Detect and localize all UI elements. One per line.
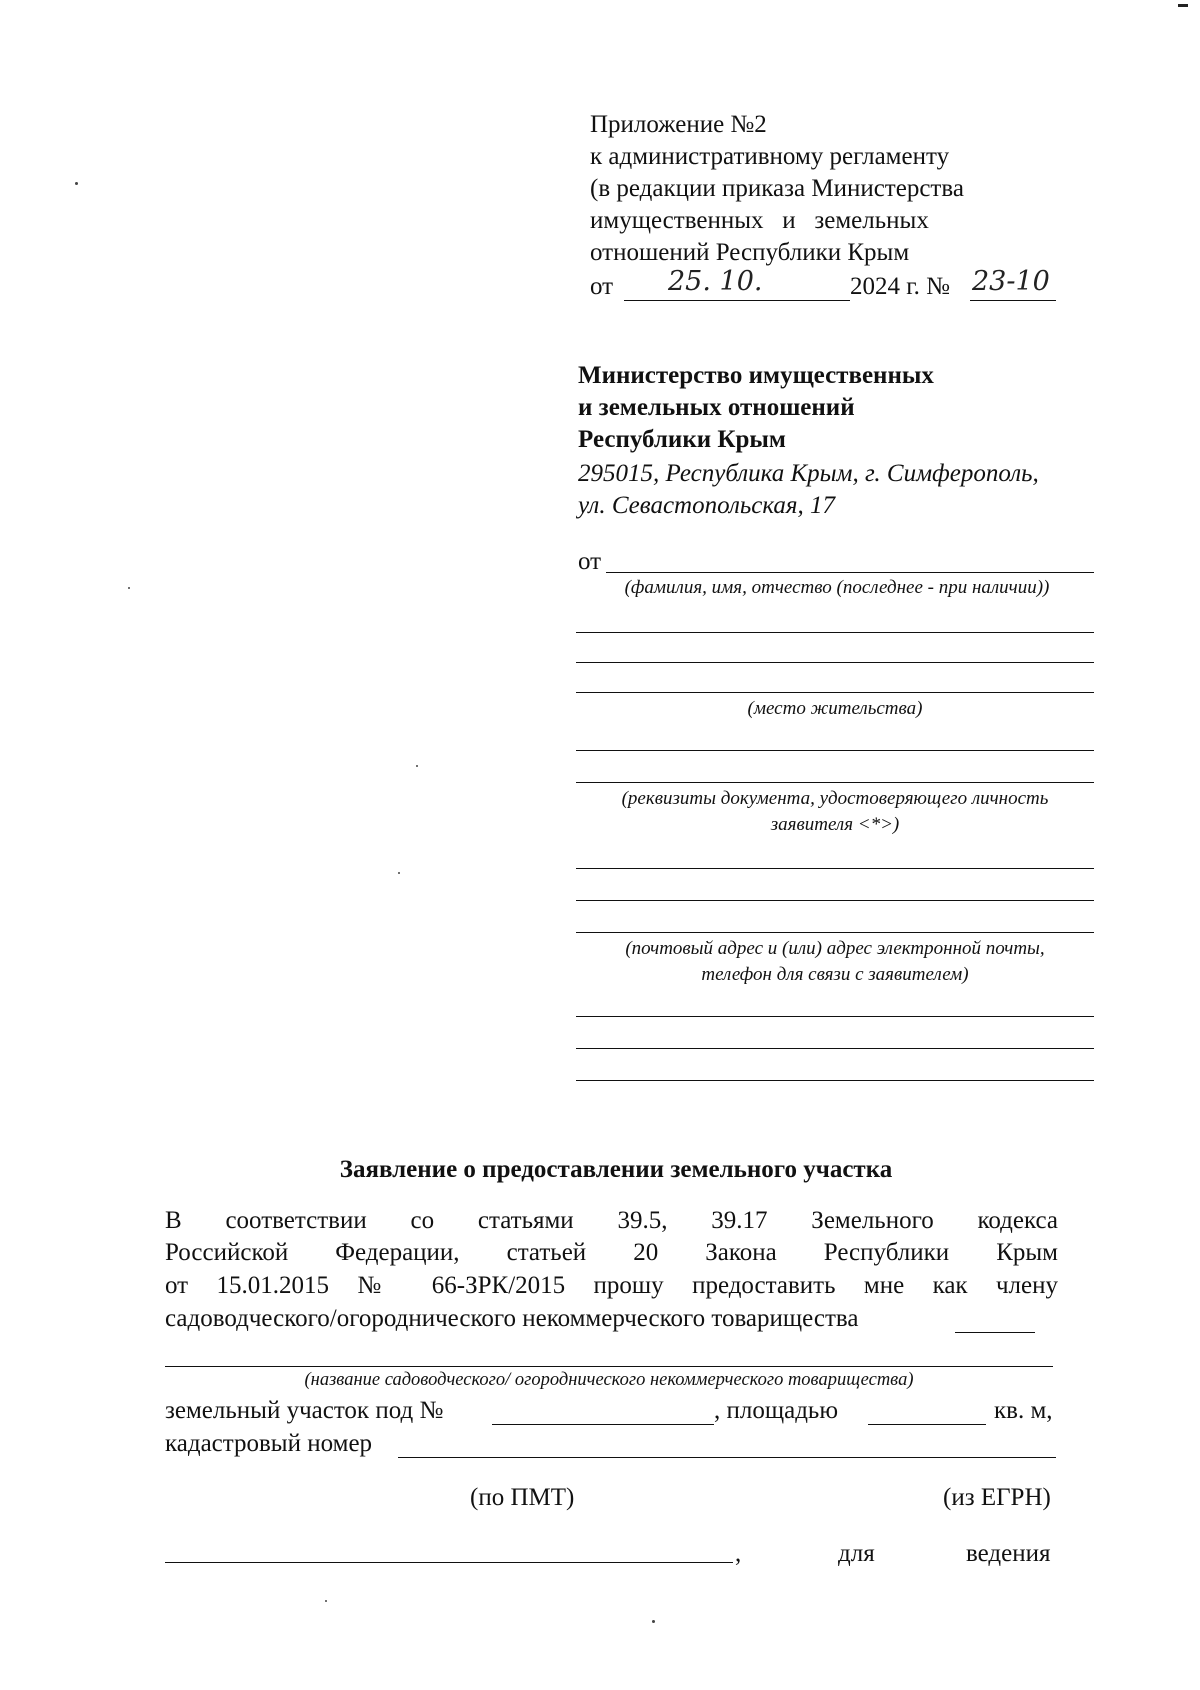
purpose-comma: , — [735, 1540, 742, 1567]
caption-contact: телефон для связи с заявителем) — [701, 964, 969, 985]
order-date-label: от — [590, 273, 614, 300]
order-date-line — [624, 300, 850, 301]
applicant-blank-line — [576, 1080, 1094, 1081]
appendix-title: Приложение №2 — [590, 111, 767, 138]
appendix-line: (в редакции приказа Министерства — [590, 175, 964, 202]
caption-partnership: (название садоводческого/ огороднического некоммерческого товарищества) — [304, 1370, 914, 1390]
by-pmt-note: (по ПМТ) — [470, 1484, 575, 1511]
addressee-address: ул. Севастопольская, 17 — [578, 492, 836, 519]
order-year-label: 2024 г. № — [850, 273, 951, 300]
partnership-name-line-end — [955, 1332, 1035, 1333]
caption-contact: (почтовый адрес и (или) адрес электронной почты, — [625, 938, 1045, 959]
applicant-id-line — [576, 782, 1094, 783]
addressee-name: и земельных отношений — [578, 394, 855, 421]
scan-speck — [75, 182, 78, 185]
scan-speck — [325, 1600, 327, 1602]
order-date-handwritten: 25. 10. — [668, 266, 763, 297]
applicant-blank-line — [576, 750, 1094, 751]
purpose-line — [165, 1562, 733, 1563]
from-egrn-note: (из ЕГРН) — [943, 1484, 1051, 1511]
applicant-residence-line — [576, 692, 1094, 693]
applicant-from-label: от — [578, 548, 602, 575]
addressee-address: 295015, Республика Крым, г. Симферополь, — [578, 460, 1039, 487]
appendix-line: отношений Республики Крым — [590, 239, 910, 266]
conduct-label: ведения — [966, 1540, 1051, 1567]
addressee-name: Министерство имущественных — [578, 362, 934, 389]
applicant-blank-line — [576, 632, 1094, 633]
caption-applicant-name: (фамилия, имя, отчество (последнее - при наличии)) — [624, 577, 1050, 598]
scan-speck — [416, 765, 418, 767]
scan-speck — [652, 1620, 655, 1623]
caption-id-document: (реквизиты документа, удостоверяющего личность — [621, 788, 1049, 809]
scan-speck — [128, 587, 130, 589]
area-unit: кв. м, — [994, 1397, 1053, 1424]
order-number-handwritten: 23-10 — [972, 266, 1050, 297]
for-label: для — [838, 1540, 875, 1567]
caption-residence: (место жительства) — [747, 698, 923, 719]
applicant-name-line — [606, 572, 1094, 573]
area-line — [868, 1424, 986, 1425]
statement-paragraph-line: садоводческого/огороднического некоммерческого товарищества — [165, 1305, 859, 1332]
statement-paragraph-line: Российской Федерации, статьей 20 Закона Республики Крым — [165, 1239, 1058, 1266]
applicant-blank-line — [576, 868, 1094, 869]
order-number-line — [970, 300, 1056, 301]
statement-paragraph-line: В соответствии со статьями 39.5, 39.17 Земельного кодекса — [165, 1207, 1058, 1234]
appendix-line: к административному регламенту — [590, 143, 950, 170]
applicant-contact-line — [576, 932, 1094, 933]
statement-title: Заявление о предоставлении земельного участка — [339, 1156, 893, 1183]
applicant-blank-line — [576, 1016, 1094, 1017]
addressee-name: Республики Крым — [578, 426, 786, 453]
applicant-blank-line — [576, 900, 1094, 901]
appendix-line: имущественных и земельных — [590, 207, 929, 234]
applicant-blank-line — [576, 662, 1094, 663]
caption-id-document: заявителя <*>) — [770, 814, 900, 835]
corner-mark — [1178, 4, 1188, 7]
scan-speck — [398, 872, 400, 874]
plot-number-label: земельный участок под № — [165, 1397, 444, 1424]
plot-number-line — [492, 1424, 714, 1425]
cadastral-label: кадастровый номер — [165, 1430, 373, 1457]
cadastral-number-line — [398, 1457, 1056, 1458]
area-label: , площадью — [714, 1397, 838, 1424]
statement-paragraph-line: от 15.01.2015 № 66-ЗРК/2015 прошу предоставить мне как члену — [165, 1272, 1058, 1299]
applicant-blank-line — [576, 1048, 1094, 1049]
